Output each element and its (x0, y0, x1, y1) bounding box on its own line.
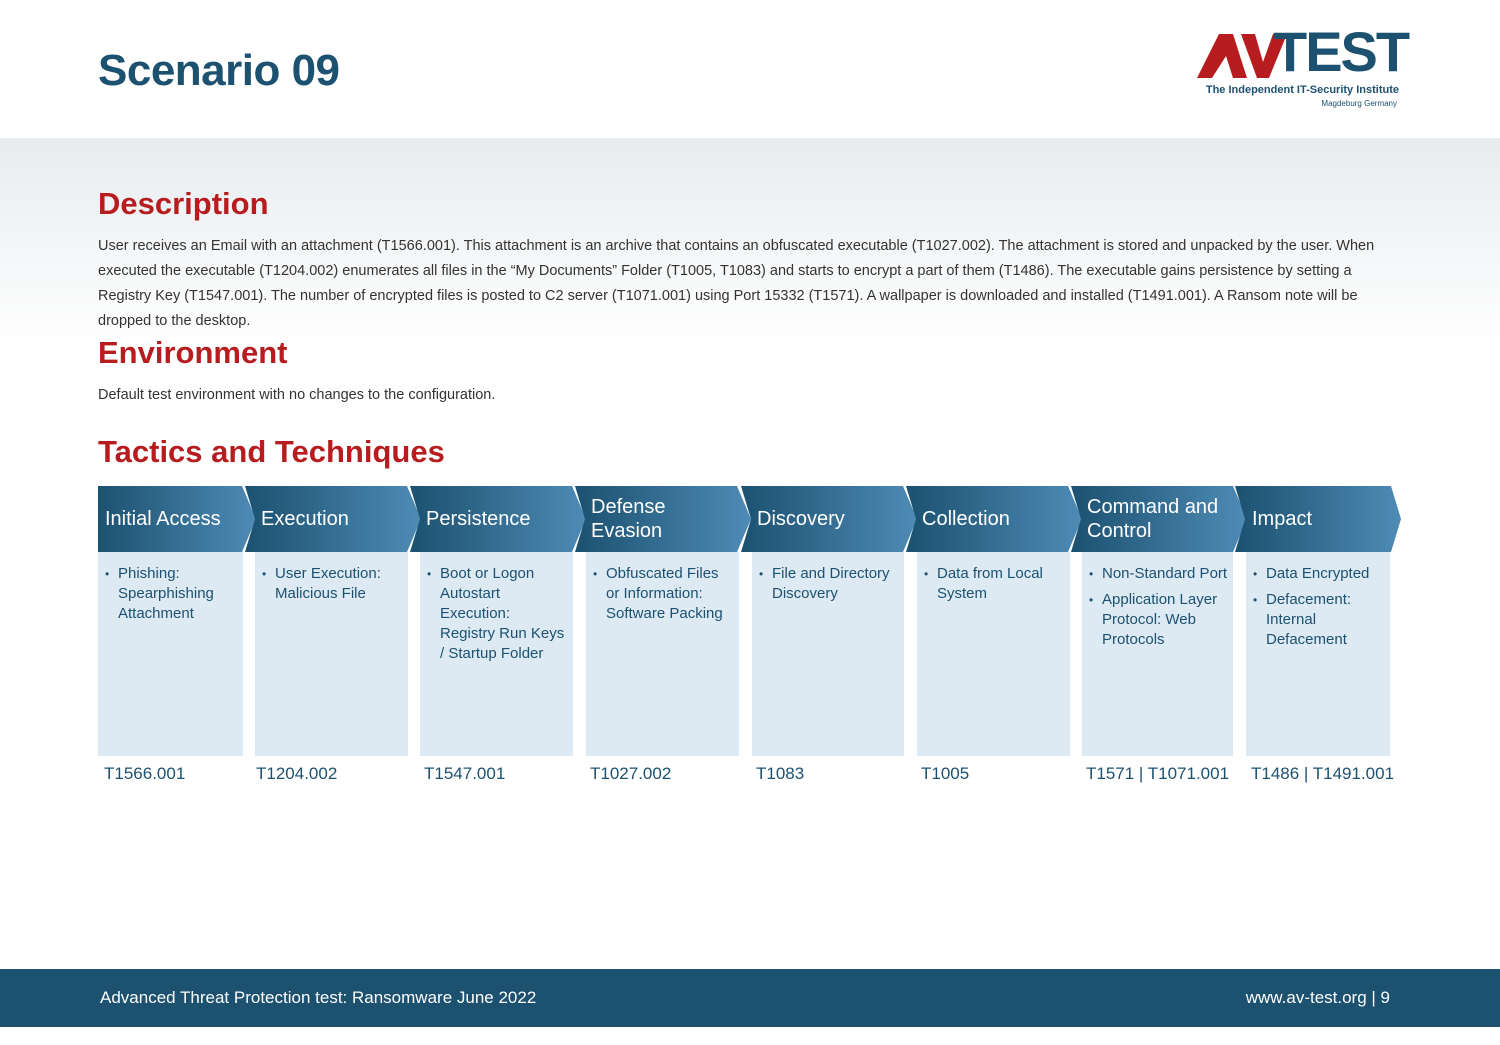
technique-ids: T1547.001 (424, 764, 506, 783)
technique-item: • File and Directory Discovery (772, 564, 900, 604)
tactic-column-defense-evasion (586, 552, 739, 756)
tactic-header-persistence (410, 486, 586, 552)
technique-item: • Application Layer Protocol: Web Protocols (1102, 590, 1229, 650)
tactic-column-execution (255, 552, 408, 756)
tactic-title: Defense Evasion (591, 496, 666, 542)
technique-ids: T1027.002 (590, 764, 672, 783)
tactic-title: Persistence (426, 508, 531, 530)
logo-tagline: The Independent IT-Security Institute (1205, 84, 1399, 96)
tactic-title: Impact (1252, 508, 1313, 530)
tactic-title: Initial Access (105, 508, 221, 530)
description-heading: Description (98, 186, 269, 221)
tactic-header-command-and-control (1071, 486, 1247, 552)
technique-item: • Obfuscated Files or Information: Software Packing (606, 564, 735, 624)
footer-url-page: www.av-test.org | 9 (1245, 988, 1390, 1007)
technique-ids: T1204.002 (256, 764, 338, 783)
tactic-title: Collection (922, 508, 1010, 530)
tactic-header-initial-access (98, 486, 256, 552)
tactic-column-persistence (420, 552, 573, 756)
technique-ids: T1566.001 (104, 764, 186, 783)
tactic-header-defense-evasion (575, 486, 751, 552)
tactic-header-impact (1235, 486, 1401, 552)
technique-item: • Non-Standard Port (1102, 564, 1229, 584)
av-test-logo (1195, 20, 1409, 110)
tactic-header-discovery (741, 486, 917, 552)
technique-item: • Data Encrypted (1266, 564, 1386, 584)
tactic-column-impact (1246, 552, 1390, 756)
tactic-column-collection (917, 552, 1070, 756)
technique-item: • Data from Local System (937, 564, 1066, 604)
technique-item: • Phishing: Spearphishing Attachment (118, 564, 239, 624)
tactics-heading: Tactics and Techniques (98, 434, 445, 469)
page-title: Scenario 09 (98, 46, 340, 95)
footer-report-title: Advanced Threat Protection test: Ransomware June 2022 (100, 988, 537, 1007)
technique-ids: T1486 | T1491.001 (1251, 764, 1395, 783)
technique-item: • Defacement: Internal Defacement (1266, 590, 1386, 650)
description-text: User receives an Email with an attachment (T1566.001). This attachment is an archive that contains an obfuscated executable (T1027.002). The attachment is stored and unpacked by the user. When executed the executable (T1204.002) enumerates all files in the “My Documents” Folder (T1005, T1083) and starts to encrypt a part of them (T1486). The executable gains persistence by setting a Registry Key (T1547.001). The number of encrypted files is posted to C2 server (T1071.001) using Port 15332 (T1571). A wallpaper is downloaded and installed (T1491.001). A Ransom note will be dropped to the desktop. (98, 238, 1375, 329)
tactic-column-command-and-control (1082, 552, 1233, 756)
page-footer (0, 969, 1500, 1027)
technique-item: • User Execution: Malicious File (275, 564, 404, 604)
technique-item: • Boot or Logon Autostart Execution: Registry Run Keys / Startup Folder (440, 564, 569, 664)
tactic-title: Execution (261, 508, 349, 530)
tactic-header-collection (906, 486, 1082, 552)
technique-ids: T1005 (921, 764, 970, 783)
logo-location: Magdeburg Germany (1321, 99, 1397, 108)
tactic-header-execution (245, 486, 421, 552)
page-header (0, 0, 1500, 138)
environment-text: Default test environment with no changes to the configuration. (98, 387, 496, 403)
tactic-title: Discovery (757, 508, 845, 530)
logo-wordmark: TEST (1273, 20, 1409, 83)
environment-heading: Environment (98, 335, 288, 370)
tactic-title: Command and Control (1087, 496, 1219, 542)
technique-ids: T1083 (756, 764, 805, 783)
technique-ids: T1571 | T1071.001 (1086, 764, 1230, 783)
tactic-column-discovery (752, 552, 904, 756)
tactic-column-initial-access (98, 552, 243, 756)
